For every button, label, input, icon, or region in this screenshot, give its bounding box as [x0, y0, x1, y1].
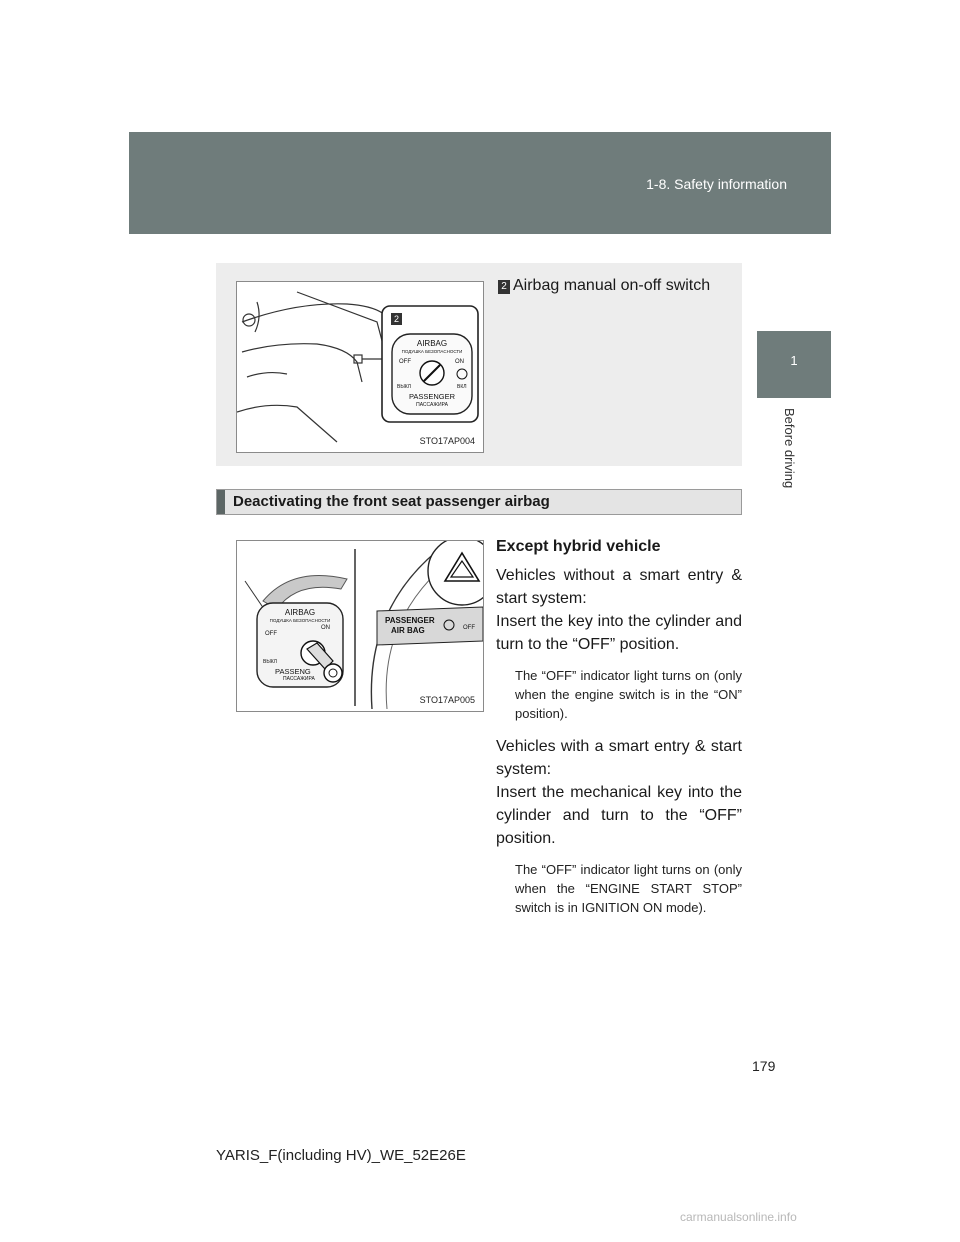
chapter-number: 1 [790, 353, 798, 368]
paragraph: Insert the mechanical key into the cylinder and turn to the “OFF” position. [496, 784, 742, 847]
callout-badge-mark: 2 [393, 314, 400, 324]
figure-code: STO17AP005 [419, 695, 475, 705]
section-header: 1-8. Safety information [646, 176, 787, 192]
dashboard-illustration [237, 282, 483, 452]
section-title: Deactivating the front seat passenger airbag [233, 493, 550, 510]
header-band [129, 132, 831, 234]
switch-on-label: ON [455, 359, 464, 365]
switch-passenger-label: PASSENGER [408, 392, 456, 401]
switch2-off-label: OFF [265, 631, 277, 637]
paragraph: Vehicles without a smart entry & start system: [496, 567, 742, 607]
callout-caption [498, 277, 710, 295]
switch2-title-ru: ПОДУШКА БЕЗОПАСНОСТИ [269, 618, 331, 623]
switch-off-ru-label: ВЫКЛ [397, 384, 411, 390]
switch2-title: AIRBAG [284, 608, 316, 617]
chapter-label [770, 408, 810, 498]
paragraph: Vehicles with a smart entry & start system: [496, 738, 742, 778]
deactivation-figure [236, 540, 484, 712]
indicator-state: OFF [463, 625, 475, 631]
note: The “OFF” indicator light turns on (only when the engine switch is in the “ON” position). [515, 668, 742, 721]
switch-off-label: OFF [399, 359, 411, 365]
note: The “OFF” indicator light turns on (only when the “ENGINE START STOP” switch is in IGNITION ON mode). [515, 862, 742, 915]
callout-label: Airbag manual on-off switch [513, 277, 711, 294]
switch2-passenger-label: PASSENG [275, 667, 311, 676]
paragraph: Insert the key into the cylinder and turn to the “OFF” position. [496, 613, 742, 653]
indicator-line1: PASSENGER [385, 616, 435, 625]
airbag-switch-figure [236, 281, 484, 453]
switch-and-indicator-illustration [237, 541, 483, 711]
watermark: carmanualsonline.info [680, 1210, 797, 1224]
callout-number: 2 [498, 280, 510, 294]
document-id: YARIS_F(including HV)_WE_52E26E [216, 1147, 466, 1164]
subheading: Except hybrid vehicle [496, 538, 661, 555]
page-number: 179 [752, 1058, 776, 1074]
chapter-tab [757, 331, 831, 398]
switch-title: AIRBAG [416, 339, 448, 348]
switch2-off-ru-label: ВЫКЛ [263, 659, 277, 665]
switch2-on-label: ON [321, 625, 330, 631]
indicator-line2: AIR BAG [391, 626, 425, 635]
section-heading-bar [216, 489, 742, 515]
figure-code: STO17AP004 [419, 436, 475, 446]
instructions-column [496, 538, 742, 929]
switch-passenger-ru-label: ПАССАЖИРА [416, 402, 448, 408]
switch-on-ru-label: ВКЛ [457, 384, 467, 390]
switch-title-ru: ПОДУШКА БЕЗОПАСНОСТИ [401, 349, 463, 354]
chapter-label-text: Before driving [782, 408, 797, 489]
switch2-passenger-ru-label: ПАССАЖИРА [283, 676, 315, 682]
